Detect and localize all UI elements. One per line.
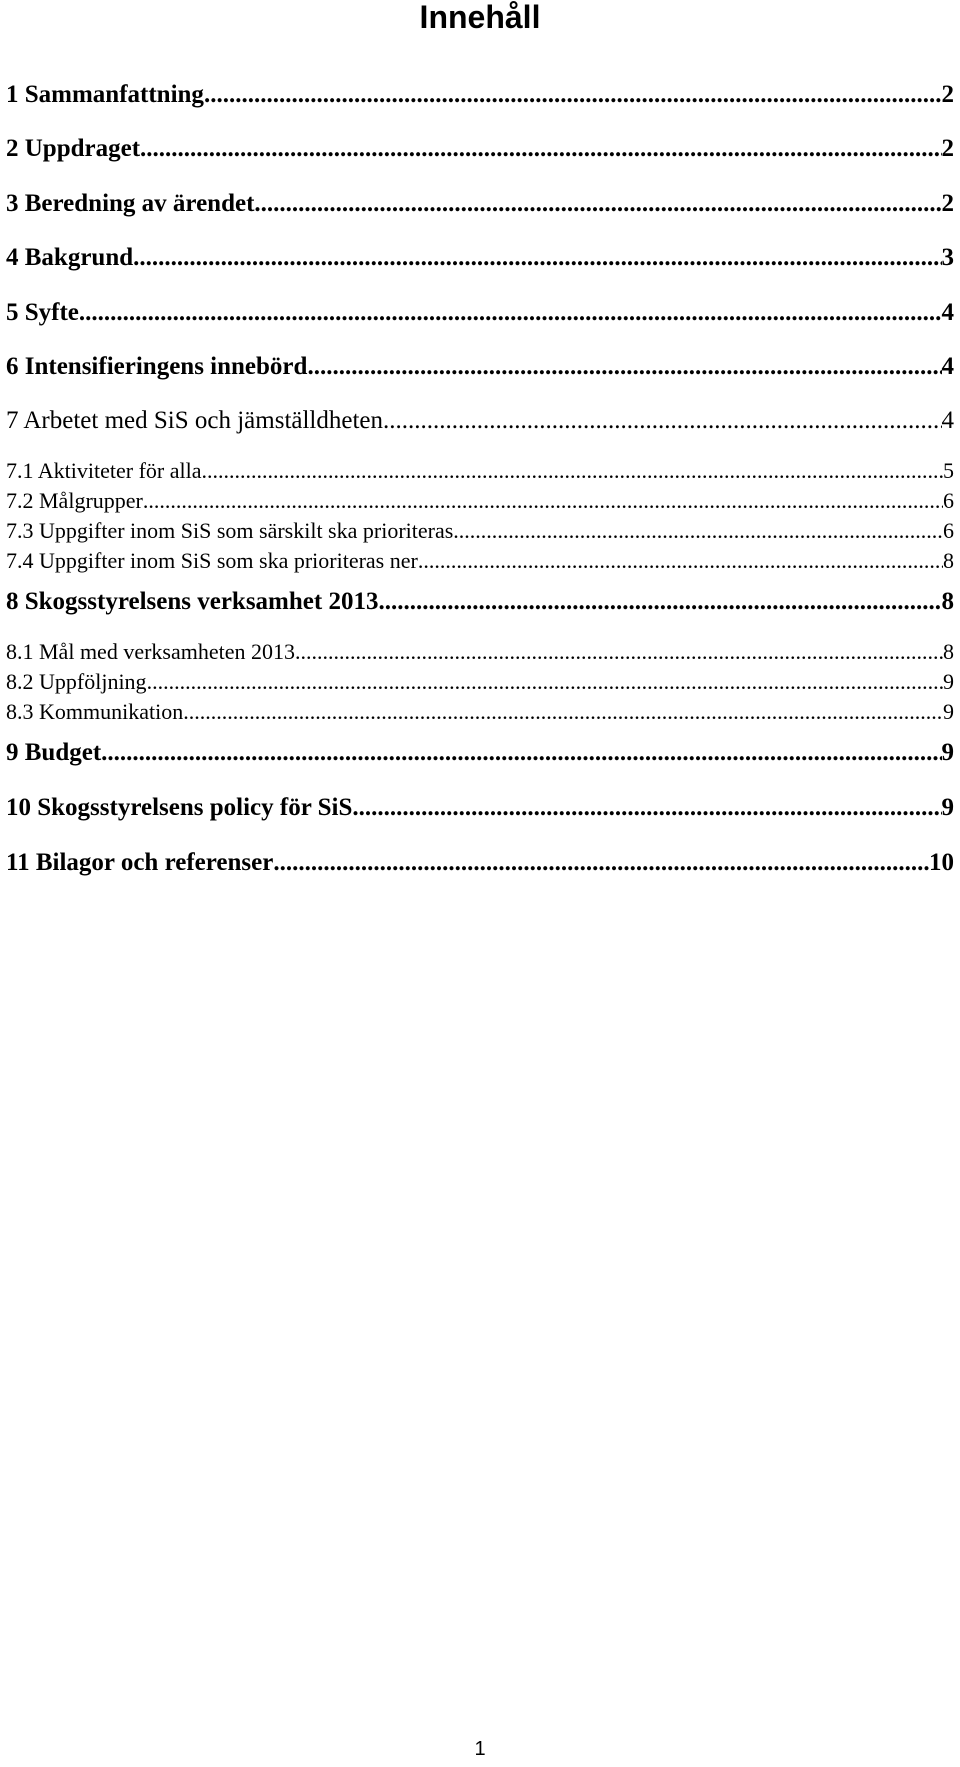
toc-entry-page: 4 (941, 353, 954, 380)
toc-entry-page: 2 (941, 135, 954, 162)
dot-leader (295, 639, 943, 665)
dot-leader (147, 669, 943, 695)
dot-leader (101, 738, 941, 768)
toc-entry-label: 8.2 Uppföljning (6, 669, 147, 694)
toc-entry-page: 3 (941, 244, 954, 271)
toc-entry-page: 2 (941, 190, 954, 217)
toc-entry-label: 7.3 Uppgifter inom SiS som särskilt ska prioriteras (6, 518, 454, 543)
toc-entry-page: 4 (941, 299, 954, 326)
toc-entry-label: 8.1 Mål med verksamheten 2013 (6, 639, 295, 664)
toc-entry-10[interactable] (6, 793, 954, 823)
toc-entry-5[interactable] (6, 298, 954, 328)
dot-leader (378, 587, 941, 617)
toc-entry-label: 7.2 Målgrupper (6, 488, 143, 513)
toc-entry-3[interactable] (6, 189, 954, 219)
toc-entry-label: 8.3 Kommunikation (6, 699, 184, 724)
toc-entry-label: 7 Arbetet med SiS och jämställdheten (6, 407, 384, 434)
page-number: 1 (474, 1738, 486, 1760)
dot-leader (418, 548, 943, 574)
toc-entry-label: 10 Skogsstyrelsens policy för SiS (6, 794, 353, 821)
toc-entry-8[interactable] (6, 587, 954, 617)
toc-entry-label: 4 Bakgrund (6, 244, 134, 271)
toc-entry-page: 4 (941, 407, 954, 434)
toc-entry-label: 6 Intensifieringens innebörd (6, 353, 308, 380)
toc-entry-9[interactable] (6, 738, 954, 768)
toc-entry-7-2[interactable] (6, 488, 954, 514)
toc-entry-label: 7.4 Uppgifter inom SiS som ska prioriteras ner (6, 548, 418, 573)
toc-entry-label: 8 Skogsstyrelsens verksamhet 2013 (6, 588, 379, 615)
dot-leader (204, 80, 942, 110)
toc-entry-6[interactable] (6, 352, 954, 382)
toc-entry-label: 11 Bilagor och referenser (6, 849, 274, 876)
toc-entry-7[interactable] (6, 406, 954, 436)
toc-entry-8-3[interactable] (6, 699, 954, 725)
dot-leader (307, 352, 941, 382)
toc-entry-page: 2 (941, 81, 954, 108)
dot-leader (140, 134, 941, 164)
dot-leader (254, 189, 941, 219)
toc-entry-page: 6 (943, 488, 954, 513)
toc-entry-label: 7.1 Aktiviteter för alla (6, 458, 202, 483)
toc-entry-page: 6 (943, 518, 954, 543)
toc-entry-label: 2 Uppdraget (6, 135, 141, 162)
dot-leader (352, 793, 941, 823)
toc-entry-page: 8 (941, 588, 954, 615)
toc-entry-11[interactable] (6, 848, 954, 878)
dot-leader (202, 458, 944, 484)
toc-entry-8-1[interactable] (6, 639, 954, 665)
dot-leader (133, 243, 941, 273)
toc-entry-page: 9 (943, 669, 954, 694)
dot-leader (453, 518, 943, 544)
toc-entry-7-3[interactable] (6, 518, 954, 544)
toc-entry-2[interactable] (6, 134, 954, 164)
dot-leader (143, 488, 943, 514)
toc-entry-page: 8 (943, 548, 954, 573)
toc-entry-4[interactable] (6, 243, 954, 273)
toc-entry-label: 9 Budget (6, 739, 102, 766)
toc-entry-7-1[interactable] (6, 458, 954, 484)
dot-leader (383, 406, 941, 436)
dot-leader (273, 848, 929, 878)
toc-entry-7-4[interactable] (6, 548, 954, 574)
toc-entry-page: 5 (943, 458, 954, 483)
toc-entry-label: 1 Sammanfattning (6, 81, 204, 108)
toc-title: Innehåll (419, 0, 541, 35)
toc-entry-label: 3 Beredning av ärendet (6, 190, 255, 217)
toc-entry-page: 9 (943, 699, 954, 724)
dot-leader (79, 298, 942, 328)
toc-entry-8-2[interactable] (6, 669, 954, 695)
toc-entry-1[interactable] (6, 80, 954, 110)
toc-entry-page: 9 (941, 739, 954, 766)
toc-entry-page: 8 (943, 639, 954, 664)
toc-entry-page: 10 (929, 849, 954, 876)
dot-leader (183, 699, 943, 725)
toc-entry-label: 5 Syfte (6, 299, 79, 326)
toc-entry-page: 9 (941, 794, 954, 821)
